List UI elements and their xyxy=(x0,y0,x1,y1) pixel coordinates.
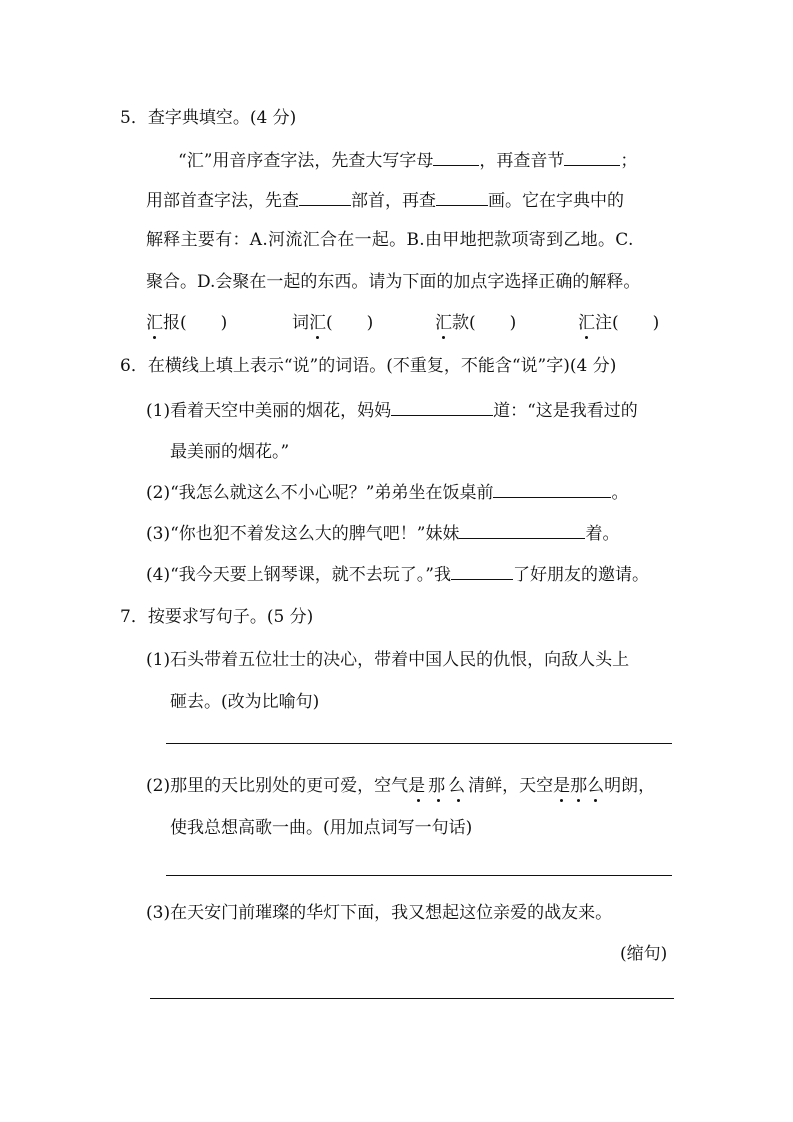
q6-text: 道：“这是我看过的 xyxy=(493,401,638,421)
word-text: 词 xyxy=(292,313,309,333)
q5-word-4 xyxy=(578,312,659,334)
q6-text: 。 xyxy=(611,483,629,503)
q6-item-1-cont: 最美丽的烟花。” xyxy=(170,442,290,462)
dotted-char: 那 xyxy=(570,776,588,796)
dotted-char: 汇 xyxy=(146,313,163,333)
q7-item-2-cont: 使我总想高歌一曲。(用加点词写一句话) xyxy=(170,818,473,838)
q7-text: (2)那里的天比别处的更可爱，空气 xyxy=(146,776,409,796)
q7-text: 清鲜，天空 xyxy=(468,776,554,796)
q5-text: ，再查音节 xyxy=(479,151,565,171)
q7-title: 7．按要求写句子。(5 分) xyxy=(120,607,314,627)
q7-item-1: (1)石头带着五位壮士的决心，带着中国人民的仇恨，向敌人头上 xyxy=(146,650,630,670)
answer-blank-strokes[interactable] xyxy=(436,189,488,206)
dotted-char: 么 xyxy=(448,776,469,796)
q7-text: 明朗， xyxy=(604,776,656,796)
q5-line4: 聚合。D.会聚在一起的东西。请为下面的加点字选择正确的解释。 xyxy=(146,272,641,292)
answer-paren[interactable]: ( ) xyxy=(612,313,660,333)
q5-text: “汇”用音序查字法，先查大写字母 xyxy=(178,151,434,171)
answer-blank-radical[interactable] xyxy=(299,189,351,206)
q5-line1 xyxy=(178,149,637,172)
q7-item-3-req: (缩句) xyxy=(620,944,668,964)
answer-blank-letter[interactable] xyxy=(433,149,479,166)
q5-text: ； xyxy=(620,151,638,171)
answer-blank[interactable] xyxy=(451,563,513,580)
answer-line-1[interactable] xyxy=(166,743,672,744)
dotted-char: 那 xyxy=(428,776,449,796)
q7-item-3: (3)在天安门前璀璨的华灯下面，我又想起这位亲爱的战友来。 xyxy=(146,903,613,923)
q5-word-3 xyxy=(435,312,516,334)
q5-word-1 xyxy=(146,312,227,334)
q6-item-4 xyxy=(146,563,649,586)
q6-text: (3)“你也犯不着发这么大的脾气吧！”妹妹 xyxy=(146,524,460,544)
q5-text: 画。它在字典中的 xyxy=(488,191,624,211)
q5-text: 用部首查字法，先查 xyxy=(146,191,299,211)
q5-line3: 解释主要有：A.河流汇合在一起。B.由甲地把款项寄到乙地。C. xyxy=(146,230,634,250)
word-text: 注 xyxy=(595,313,612,333)
dotted-char: 么 xyxy=(587,776,605,796)
q6-text: 着。 xyxy=(585,524,620,544)
q5-title: 5．查字典填空。(4 分) xyxy=(120,108,297,128)
answer-blank[interactable] xyxy=(493,481,611,498)
q6-item-3 xyxy=(146,522,619,545)
dotted-word xyxy=(553,776,604,796)
dotted-char: 汇 xyxy=(309,313,326,333)
dotted-char xyxy=(408,776,468,796)
q5-word-2 xyxy=(292,312,373,334)
q6-text: (1)看着天空中美丽的烟花，妈妈 xyxy=(146,401,392,421)
q6-item-1 xyxy=(146,399,638,422)
q6-item-2 xyxy=(146,481,628,504)
answer-blank-syllable[interactable] xyxy=(564,149,620,166)
word-text: 款 xyxy=(452,313,469,333)
q7-item-2 xyxy=(146,775,655,797)
answer-line-3[interactable] xyxy=(150,998,674,999)
word-text: 报 xyxy=(163,313,180,333)
answer-blank[interactable] xyxy=(391,399,493,416)
q6-text: (4)“我今天要上钢琴课，就不去玩了。”我 xyxy=(146,565,451,585)
dotted-char: 汇 xyxy=(578,313,595,333)
q6-text: 了好朋友的邀请。 xyxy=(512,565,649,585)
q6-text: (2)“我怎么就这么不小心呢？”弟弟坐在饭桌前 xyxy=(146,483,494,503)
q6-title: 6．在横线上填上表示“说”的词语。(不重复，不能含“说”字)(4 分) xyxy=(120,356,617,376)
q7-item-1-cont: 砸去。(改为比喻句) xyxy=(170,692,320,712)
dotted-char: 汇 xyxy=(435,313,452,333)
answer-paren[interactable]: ( ) xyxy=(469,313,517,333)
answer-paren[interactable]: ( ) xyxy=(326,313,374,333)
answer-blank[interactable] xyxy=(459,522,585,539)
q5-line2 xyxy=(146,189,624,212)
dotted-word xyxy=(408,776,468,796)
dotted-char: 是 xyxy=(408,776,429,796)
answer-paren[interactable]: ( ) xyxy=(180,313,228,333)
q5-text: 部首，再查 xyxy=(351,191,436,211)
answer-line-2[interactable] xyxy=(166,875,672,876)
dotted-char: 是 xyxy=(553,776,571,796)
